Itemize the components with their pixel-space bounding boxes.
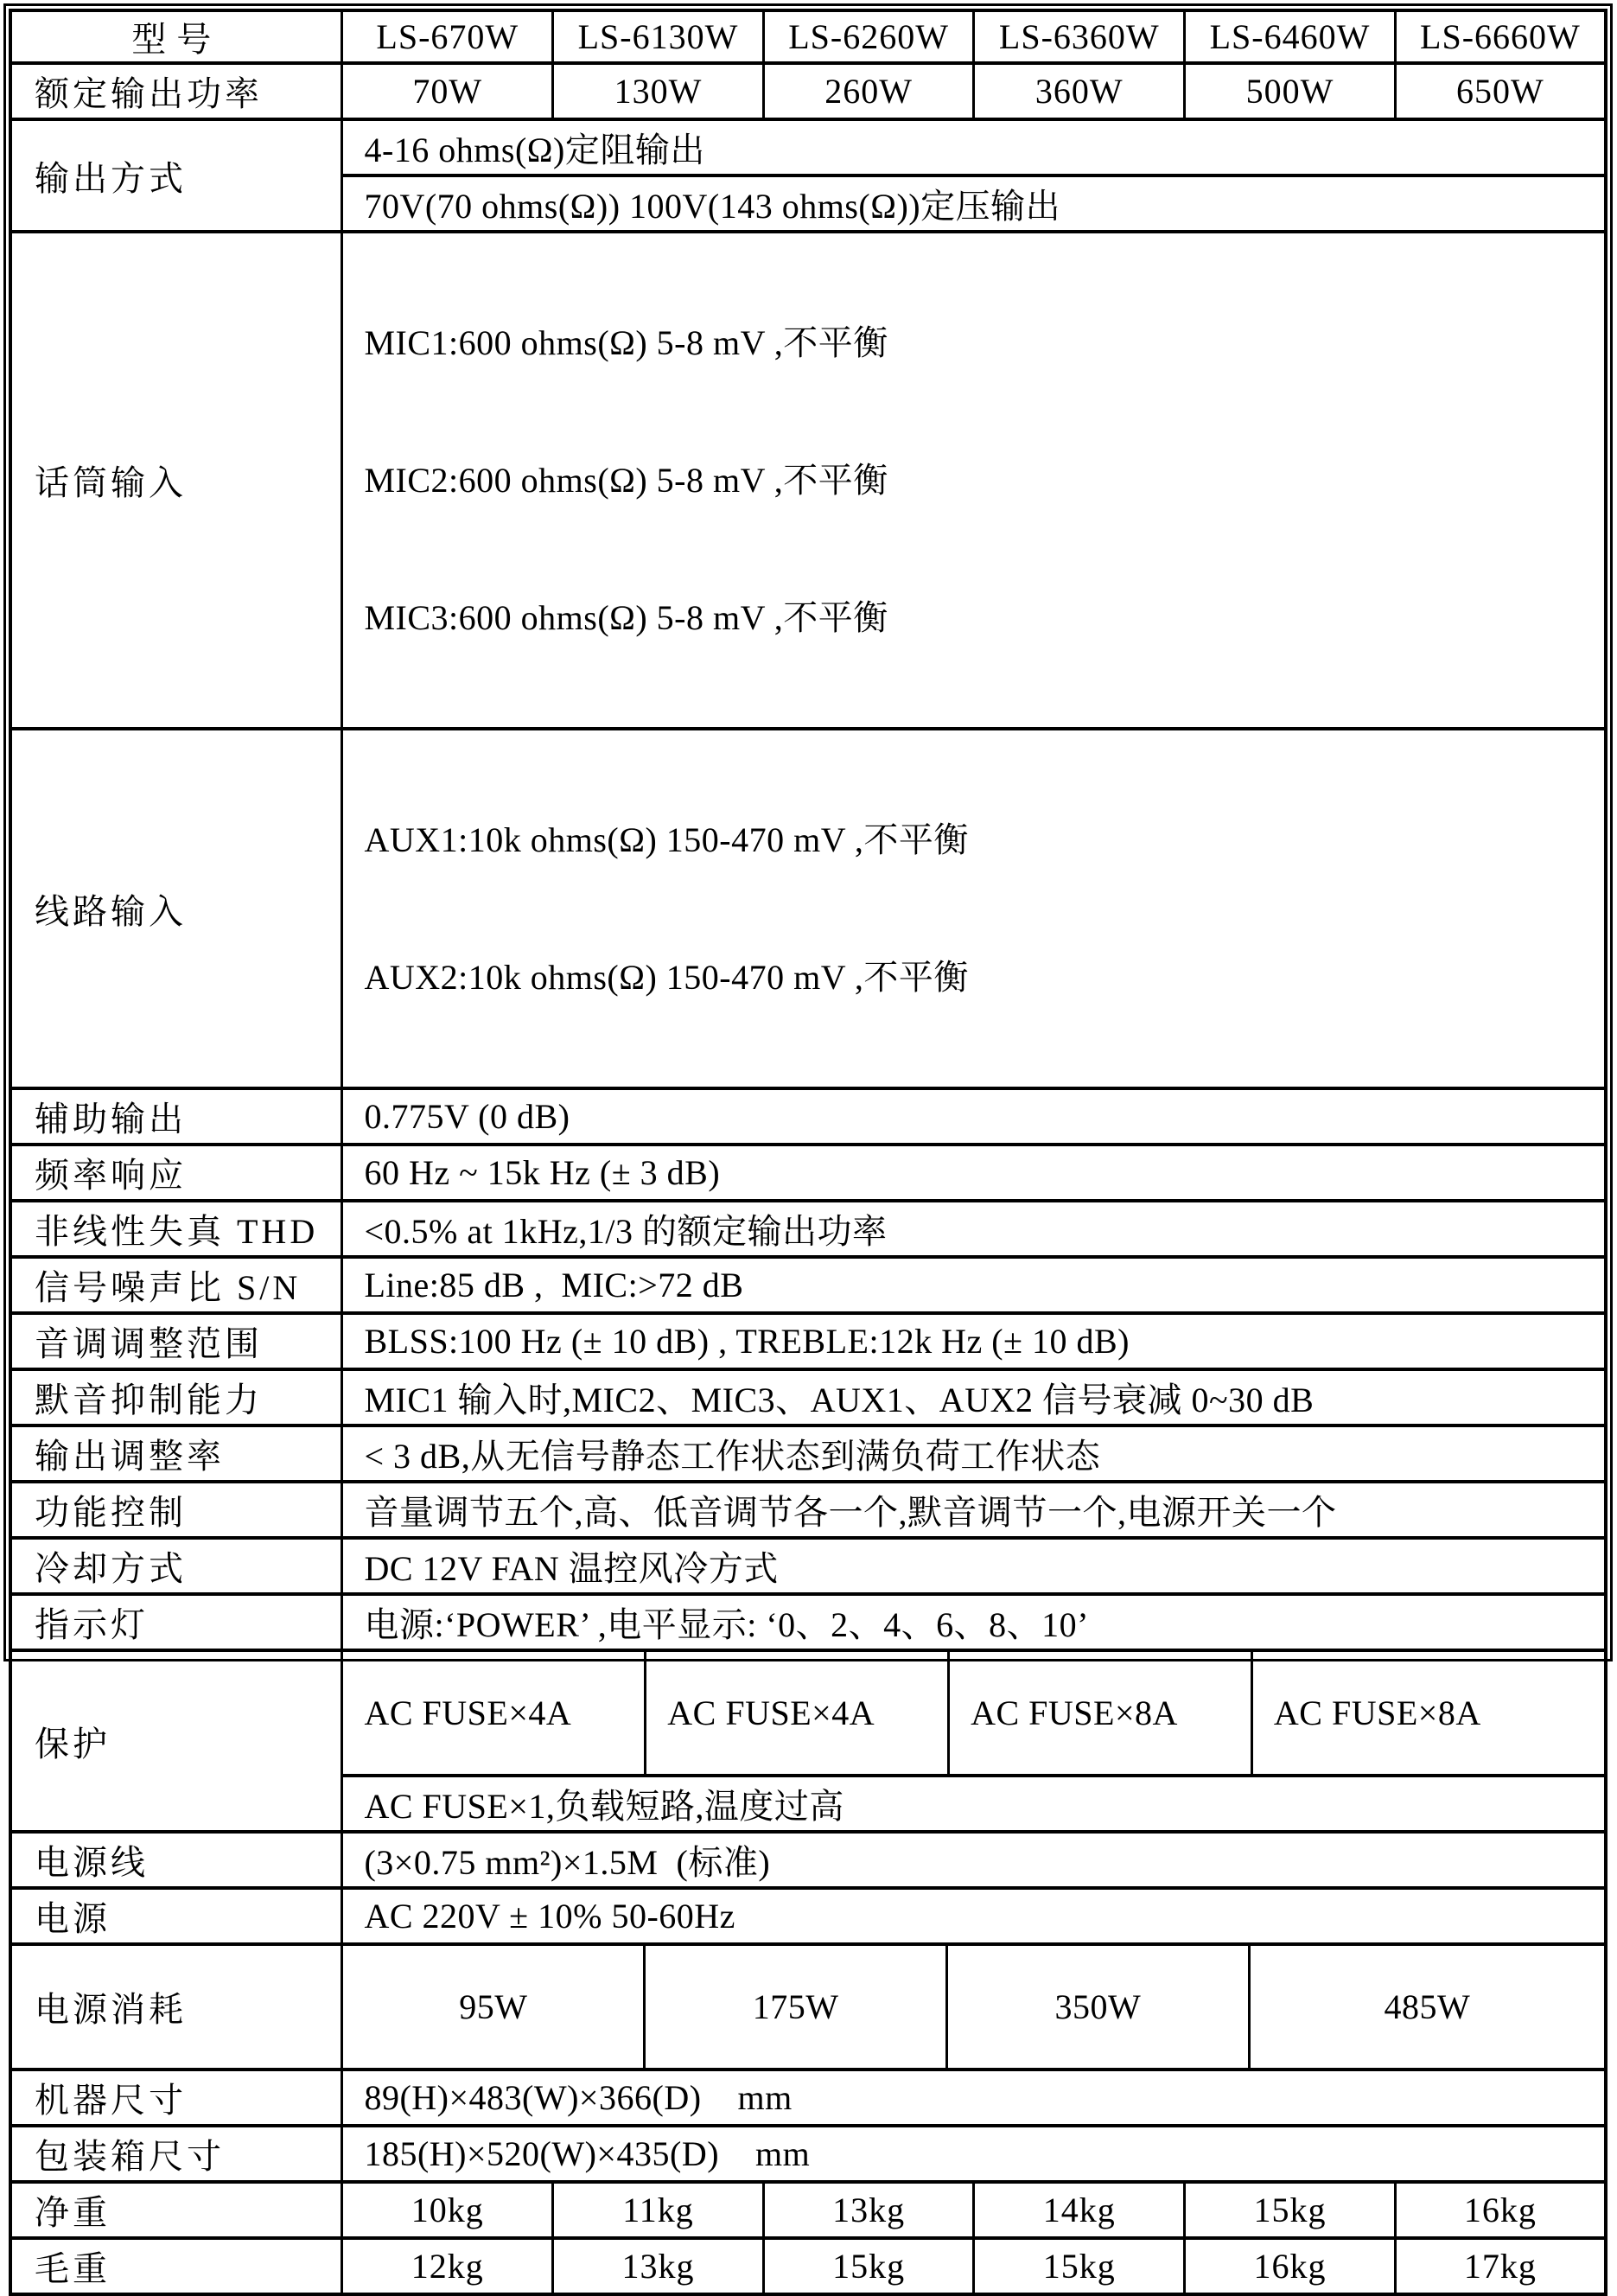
model-name-cell: LS-6660W [1395,10,1606,63]
row-label: 保护 [10,1650,342,1832]
output-regulation-value: < 3 dB,从无信号静态工作状态到满负荷工作状态 [342,1425,1606,1482]
row-freq-response [10,1145,1606,1201]
rated-power-cell: 360W [974,63,1185,119]
net-weight-cell: 11kg [553,2182,764,2238]
row-cooling [10,1538,1606,1594]
rated-power-cell: 500W [1185,63,1396,119]
row-label: 输出调整率 [10,1425,342,1482]
fuse-spec-cell: AC FUSE×8A [950,1652,1253,1774]
power-cord-value: (3×0.75 mm²)×1.5M (标准) [342,1832,1606,1888]
row-function-control [10,1482,1606,1538]
mic1-spec: MIC1:600 ohms(Ω) 5-8 mV ,不平衡 [364,315,1595,371]
row-label: 电源线 [10,1832,342,1888]
row-package-size [10,2126,1606,2182]
row-aux-output [10,1088,1606,1145]
mic2-spec: MIC2:600 ohms(Ω) 5-8 mV ,不平衡 [364,452,1595,508]
row-thd [10,1201,1606,1257]
gross-weight-cell: 13kg [553,2238,764,2294]
row-output-mode-1 [10,119,1606,175]
spec-table [9,9,1607,2296]
model-name-cell: LS-670W [342,10,553,63]
row-label: 线路输入 [10,729,342,1088]
net-weight-cell: 13kg [763,2182,974,2238]
row-unit-size [10,2070,1606,2126]
power-consumption-cell: 175W [646,1946,948,2068]
model-name-cell: LS-6260W [763,10,974,63]
model-row-label: 型号 [10,10,342,63]
net-weight-cell: 10kg [342,2182,553,2238]
row-gross-weight [10,2238,1606,2294]
protection-extra-value: AC FUSE×1,负载短路,温度过高 [342,1776,1606,1832]
rated-power-cell: 260W [763,63,974,119]
gross-weight-cell: 15kg [763,2238,974,2294]
rated-power-cell: 650W [1395,63,1606,119]
power-consumption-row [343,1946,1604,2068]
net-weight-cell: 16kg [1395,2182,1606,2238]
row-label: 话筒输入 [10,232,342,729]
row-power-cord [10,1832,1606,1888]
row-label: 电源消耗 [10,1944,342,2070]
row-label: 电源 [10,1888,342,1944]
row-label: 净重 [10,2182,342,2238]
aux1-spec: AUX1:10k ohms(Ω) 150-470 mV ,不平衡 [364,812,1595,868]
row-label: 非线性失真 THD [10,1201,342,1257]
row-net-weight [10,2182,1606,2238]
line-input-specs [342,729,1606,1088]
row-output-regulation [10,1425,1606,1482]
gross-weight-cell: 16kg [1185,2238,1396,2294]
fuse-spec-cell: AC FUSE×4A [343,1652,646,1774]
snr-value: Line:85 dB , MIC:>72 dB [342,1257,1606,1313]
row-label: 包装箱尺寸 [10,2126,342,2182]
row-label: 额定输出功率 [10,63,342,119]
row-label: 辅助输出 [10,1088,342,1145]
gross-weight-cell: 12kg [342,2238,553,2294]
power-supply-value: AC 220V ± 10% 50-60Hz [342,1888,1606,1944]
function-control-value: 音量调节五个,高、低音调节各一个,默音调节一个,电源开关一个 [342,1482,1606,1538]
row-label: 毛重 [10,2238,342,2294]
row-indicators [10,1594,1606,1650]
fuse-spec-cell: AC FUSE×4A [646,1652,950,1774]
fuse-row [343,1652,1604,1774]
mic3-spec: MIC3:600 ohms(Ω) 5-8 mV ,不平衡 [364,590,1595,646]
row-model [10,10,1606,63]
cooling-value: DC 12V FAN 温控风冷方式 [342,1538,1606,1594]
package-size-value: 185(H)×520(W)×435(D) mm [342,2126,1606,2182]
gross-weight-cell: 17kg [1395,2238,1606,2294]
rated-power-cell: 70W [342,63,553,119]
unit-size-value: 89(H)×483(W)×366(D) mm [342,2070,1606,2126]
thd-value: <0.5% at 1kHz,1/3 的额定输出功率 [342,1201,1606,1257]
row-snr [10,1257,1606,1313]
row-label: 默音抑制能力 [10,1369,342,1425]
row-rated-power [10,63,1606,119]
net-weight-cell: 14kg [974,2182,1185,2238]
spec-sheet [3,3,1613,1661]
mic-input-specs [342,232,1606,729]
row-label: 机器尺寸 [10,2070,342,2126]
row-protection-fuses [10,1650,1606,1776]
mute-suppression-value: MIC1 输入时,MIC2、MIC3、AUX1、AUX2 信号衰减 0~30 dB [342,1369,1606,1425]
row-power-supply [10,1888,1606,1944]
model-name-cell: LS-6130W [553,10,764,63]
output-mode-constant-impedance: 4-16 ohms(Ω)定阻输出 [342,119,1606,175]
aux2-spec: AUX2:10k ohms(Ω) 150-470 mV ,不平衡 [364,949,1595,1005]
indicators-value: 电源:‘POWER’ ,电平显示: ‘0、2、4、6、8、10’ [342,1594,1606,1650]
model-name-cell: LS-6360W [974,10,1185,63]
row-mic-input [10,232,1606,729]
row-power-consumption [10,1944,1606,2070]
power-consumption-cell: 350W [948,1946,1251,2068]
row-label: 功能控制 [10,1482,342,1538]
power-consumption-cell: 485W [1251,1946,1604,2068]
freq-response-value: 60 Hz ~ 15k Hz (± 3 dB) [342,1145,1606,1201]
gross-weight-cell: 15kg [974,2238,1185,2294]
row-tone-range [10,1313,1606,1369]
row-line-input [10,729,1606,1088]
row-label: 输出方式 [10,119,342,232]
row-label: 冷却方式 [10,1538,342,1594]
net-weight-cell: 15kg [1185,2182,1396,2238]
fuse-spec-cell: AC FUSE×8A [1253,1652,1604,1774]
power-consumption-cell: 95W [343,1946,646,2068]
rated-power-cell: 130W [553,63,764,119]
output-mode-constant-voltage: 70V(70 ohms(Ω)) 100V(143 ohms(Ω))定压输出 [342,175,1606,232]
row-label: 信号噪声比 S/N [10,1257,342,1313]
tone-range-value: BLSS:100 Hz (± 10 dB) , TREBLE:12k Hz (± 10 dB) [342,1313,1606,1369]
protection-fuse-cells [342,1650,1606,1776]
model-name-cell: LS-6460W [1185,10,1396,63]
row-label: 音调调整范围 [10,1313,342,1369]
power-consumption-cells [342,1944,1606,2070]
row-label: 指示灯 [10,1594,342,1650]
aux-output-value: 0.775V (0 dB) [342,1088,1606,1145]
row-mute-suppression [10,1369,1606,1425]
row-label: 频率响应 [10,1145,342,1201]
